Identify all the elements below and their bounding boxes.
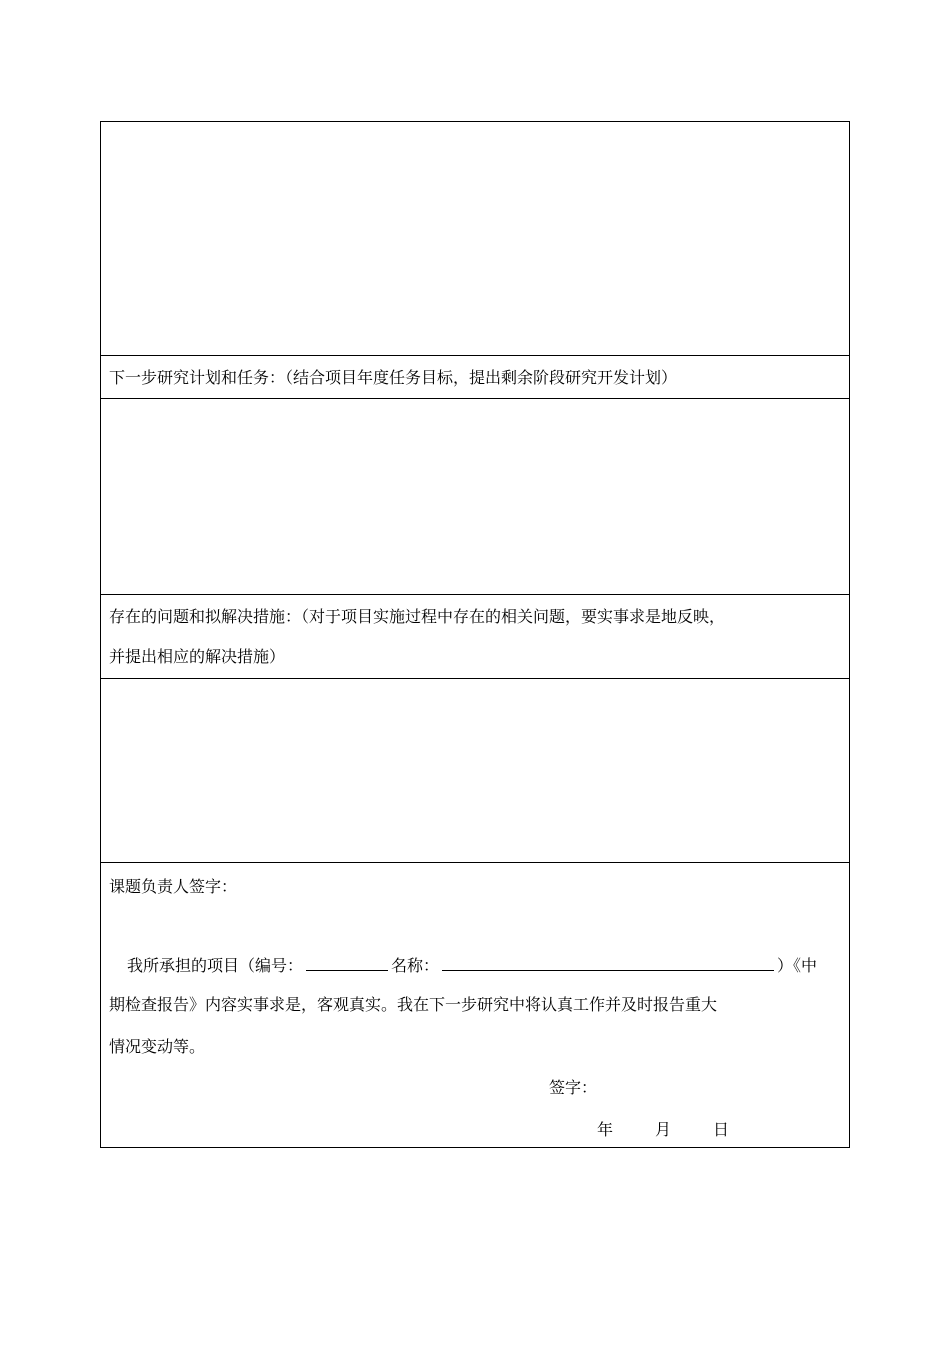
pledge-prefix: 我所承担的项目（编号： <box>127 956 304 975</box>
plan-content-area[interactable] <box>101 398 849 594</box>
issues-heading-row <box>101 594 849 678</box>
report-form-table <box>100 121 850 1148</box>
pledge-line-1 <box>127 954 817 976</box>
issues-content-area[interactable] <box>101 678 849 862</box>
project-number-blank[interactable] <box>306 954 388 971</box>
month-label: 月 <box>655 1120 672 1139</box>
sign-label: 签字： <box>549 1078 598 1097</box>
plan-heading-row <box>101 355 849 398</box>
pledge-line-3: 情况变动等。 <box>109 1037 206 1056</box>
leader-signature-label: 课题负责人签字： <box>109 877 238 896</box>
progress-content-area[interactable] <box>101 122 849 355</box>
year-label: 年 <box>597 1120 614 1139</box>
day-label: 日 <box>713 1120 730 1139</box>
pledge-suffix: ）《中 <box>777 956 818 975</box>
issues-heading-line2: 并提出相应的解决措施） <box>109 647 286 666</box>
plan-heading: 下一步研究计划和任务：（结合项目年度任务目标，提出剩余阶段研究开发计划） <box>109 368 678 387</box>
pledge-name-label: 名称： <box>391 956 440 975</box>
signature-row <box>101 862 849 1147</box>
pledge-line-2: 期检查报告》内容实事求是，客观真实。我在下一步研究中将认真工作并及时报告重大 <box>109 995 718 1014</box>
project-name-blank[interactable] <box>442 954 774 971</box>
issues-heading-line1: 存在的问题和拟解决措施：（对于项目实施过程中存在的相关问题，要实事求是地反映， <box>109 607 726 626</box>
